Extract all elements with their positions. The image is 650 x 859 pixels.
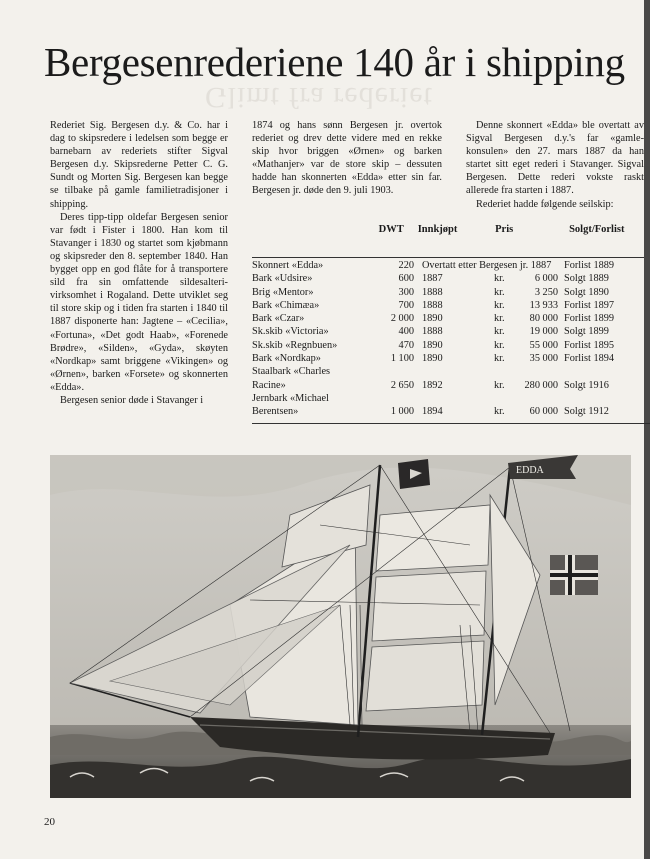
solgt-cell: Solgt 1916 (564, 379, 609, 391)
price-value: 80 000 (529, 313, 558, 325)
innkjopt-cell: 1890 (422, 353, 443, 365)
table-top-rule (252, 257, 644, 258)
currency-label: kr. (494, 299, 505, 311)
dwt-cell: 600 (398, 273, 414, 285)
schooner-illustration (50, 455, 631, 798)
price-cell (494, 325, 558, 338)
ship-name-line2: Berentsen» (252, 406, 299, 418)
paragraph: Bergesen senior døde i Stavanger i (60, 394, 204, 406)
innkjopt-cell: 1887 (422, 273, 443, 285)
paragraph: Rederiet Sig. Bergesen d.y. & Co. har i dag to skipsredere i ledelsen som begge er barnebarn av rederiets stifter Sigval Bergesen d.y. Skipsrederne Petter C. G. Sundt og Morten Sig. Bergesen kan begge se tilbake på gamle familietradisjoner i shipping. (50, 120, 228, 210)
solgt-cell: Solgt 1889 (564, 273, 609, 285)
innkjopt-cell: 1890 (422, 313, 443, 325)
table-row-continuation (252, 379, 644, 392)
price-value: 3 250 (534, 286, 558, 298)
solgt-cell: Forlist 1895 (564, 339, 615, 351)
table-row (252, 339, 644, 352)
currency-label: kr. (494, 326, 505, 338)
price-cell (494, 272, 558, 285)
fleet-table (252, 224, 644, 424)
solgt-cell: Forlist 1894 (564, 353, 615, 365)
solgt-cell: Forlist 1889 (564, 260, 615, 271)
solgt-cell: Solgt 1899 (564, 326, 609, 338)
currency-label: kr. (494, 379, 505, 391)
price-value: 35 000 (529, 353, 558, 365)
innkjopt-cell: 1888 (422, 299, 443, 311)
text-column-1 (50, 119, 228, 407)
ship-photo (50, 455, 631, 798)
table-row-continuation (252, 405, 644, 418)
currency-label: kr. (494, 313, 505, 325)
table-row (252, 392, 644, 405)
innkjopt-cell: 1888 (422, 326, 443, 338)
currency-label: kr. (494, 353, 505, 365)
innkjopt-cell: 1894 (422, 406, 443, 418)
ship-name: Brig «Mentor» (252, 286, 314, 298)
dwt-cell: 1 100 (390, 353, 414, 365)
currency-label: kr. (494, 273, 505, 285)
ship-name: Skonnert «Edda» (252, 260, 324, 271)
page-edge-shadow (644, 0, 650, 859)
price-value: 55 000 (529, 339, 558, 351)
solgt-cell: Forlist 1897 (564, 299, 615, 311)
dwt-cell: 400 (398, 326, 414, 338)
ship-name: Bark «Chimæa» (252, 299, 320, 311)
price-value: 60 000 (529, 406, 558, 418)
table-row (252, 286, 644, 299)
pennant-text: EDDA (516, 465, 544, 476)
show-through-text: Glimt fra rederiet (205, 81, 433, 114)
innkjopt-cell: 1890 (422, 339, 443, 351)
page-number: 20 (44, 816, 55, 828)
table-row (252, 299, 644, 312)
price-cell (494, 379, 558, 392)
solgt-cell: Solgt 1912 (564, 406, 609, 418)
price-value: 13 933 (529, 299, 558, 311)
header-innkjopt: Innkjøpt (417, 224, 458, 235)
dwt-cell: 2 650 (390, 379, 414, 391)
dwt-cell: 470 (398, 339, 414, 351)
header-dwt: DWT (378, 224, 404, 235)
table-row (252, 365, 644, 378)
innkjopt-cell: 1892 (422, 379, 443, 391)
ship-name: Sk.skib «Victoria» (252, 326, 329, 338)
table-body (252, 259, 644, 419)
norwegian-flag (550, 555, 598, 595)
table-row (252, 272, 644, 285)
price-cell (494, 299, 558, 312)
ship-name: Bark «Czar» (252, 313, 305, 325)
dwt-cell: 300 (398, 286, 414, 298)
ship-name: Bark «Nordkap» (252, 353, 321, 365)
price-cell (494, 312, 558, 325)
price-cell (494, 286, 558, 299)
header-solgt: Solgt/Forlist (569, 224, 625, 235)
paragraph: 1874 og hans sønn Bergesen jr. overtok rederiet og drev dette videre med en rekke skip hvor briggen «Ørnen» og barken «Mathanjer» var de store skip – dessuten hadde han skonnerten «Edda» etter sin far. Bergesen jr. døde den 9. juli 1903. (252, 120, 442, 197)
table-row (252, 312, 644, 325)
paragraph: Deres tipp-tipp oldefar Bergesen senior var født i Fister i 1800. Han kom til Stavanger i 1830 og startet som kjøbmann og skipsreder den 8. september 1840. Han bygget opp en god flåte for å transportere sild fra sin omfattende sildesalteri-virksomhet i Rogaland. Dette utviklet seg til store skip og i tiden fra starten i 1840 til 1887 disponerte han: Jagtene – «Cecilia», «Fortuna», «Det godt Haab», «Forenede Brødre», «Silden», «Gyda», skøyten «Nordkap» samt briggene «Vikingen» og «Ørnen», barken «Forsete» og skonnerten «Edda». (50, 211, 228, 393)
text-column-3 (466, 119, 644, 211)
page-title: Bergesenrederiene 140 år i shipping (44, 39, 625, 85)
ship-name: Sk.skib «Regnbuen» (252, 339, 338, 351)
currency-label: kr. (494, 406, 505, 418)
innkjopt-cell: 1888 (422, 286, 443, 298)
price-cell (494, 339, 558, 352)
table-bottom-rule (252, 423, 650, 424)
ship-name: Staalbark «Charles (252, 366, 331, 378)
price-cell (494, 352, 558, 365)
text-column-2 (252, 119, 442, 198)
dwt-cell: 220 (398, 260, 414, 271)
dwt-cell: 2 000 (390, 313, 414, 325)
ship-name: Jernbark «Michael (252, 392, 329, 404)
table-row (252, 352, 644, 365)
price-value: 280 000 (524, 379, 558, 391)
solgt-cell: Forlist 1899 (564, 313, 615, 325)
dwt-cell: 1 000 (390, 406, 414, 418)
currency-label: kr. (494, 339, 505, 351)
ship-name-line2: Racine» (252, 379, 286, 391)
table-row (252, 259, 644, 272)
header-pris: Pris (495, 224, 514, 235)
dwt-cell: 700 (398, 299, 414, 311)
price-value: 19 000 (529, 326, 558, 338)
paragraph: Rederiet hadde følgende seilskip: (476, 198, 614, 210)
paragraph: Denne skonnert «Edda» ble overtatt av Sigval Bergesen d.y.'s far «gamle-konsulen» den 27. mars 1887 da han startet sitt eget rederi i Stavanger. Sigval Bergesen. Dette rederi vokste raskt allerede fra starten i 1887. (466, 120, 644, 197)
table-row (252, 325, 644, 338)
price-value: 6 000 (534, 273, 558, 285)
ship-name: Bark «Udsire» (252, 273, 313, 285)
innkjopt-cell: Overtatt etter Bergesen jr. 1887 (422, 260, 552, 271)
price-cell (494, 405, 558, 418)
currency-label: kr. (494, 286, 505, 298)
table-header-row (252, 223, 644, 237)
solgt-cell: Solgt 1890 (564, 286, 609, 298)
